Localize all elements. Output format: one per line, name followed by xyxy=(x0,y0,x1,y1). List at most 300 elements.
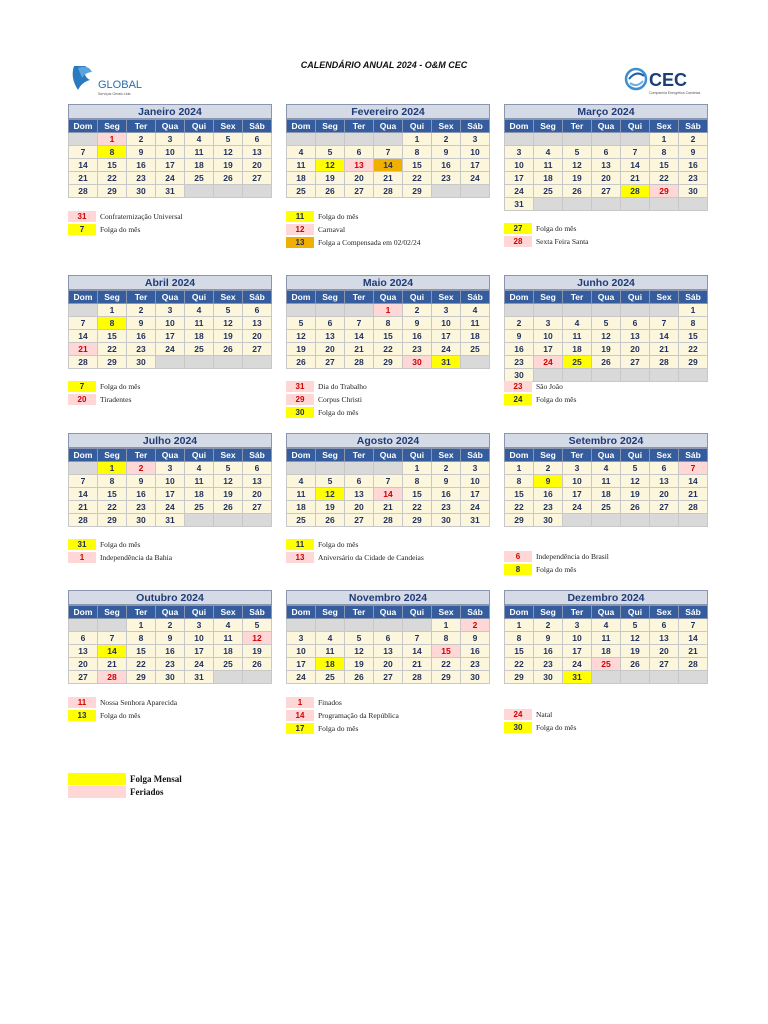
day-cell: 23 xyxy=(432,172,461,185)
legend-text: Folga do mês xyxy=(536,723,577,732)
day-cell: 14 xyxy=(98,645,127,658)
day-cell: 9 xyxy=(432,146,461,159)
day-cell: 15 xyxy=(403,488,432,501)
empty-cell xyxy=(534,304,563,317)
weekday-header: Ter xyxy=(345,606,374,619)
empty-cell xyxy=(621,304,650,317)
legend-entry xyxy=(286,236,496,249)
day-cell: 11 xyxy=(214,632,243,645)
week-row xyxy=(287,159,490,172)
week-row xyxy=(69,172,272,185)
weekday-header: Ter xyxy=(345,449,374,462)
legend-entry xyxy=(286,393,496,406)
day-cell: 11 xyxy=(316,645,345,658)
day-cell: 28 xyxy=(650,356,679,369)
empty-cell xyxy=(69,133,98,146)
week-row xyxy=(505,632,708,645)
month-title: Agosto 2024 xyxy=(286,433,490,448)
day-cell: 2 xyxy=(679,133,708,146)
day-cell: 17 xyxy=(505,172,534,185)
weekday-header: Qui xyxy=(403,291,432,304)
week-row xyxy=(69,632,272,645)
day-cell: 22 xyxy=(432,658,461,671)
weekday-header: Qua xyxy=(374,606,403,619)
week-row xyxy=(505,488,708,501)
day-cell: 20 xyxy=(345,172,374,185)
day-cell: 3 xyxy=(287,632,316,645)
month-calendar xyxy=(68,275,272,369)
empty-cell xyxy=(287,619,316,632)
weekday-header: Seg xyxy=(534,449,563,462)
day-cell: 15 xyxy=(374,330,403,343)
month-legend xyxy=(68,380,278,406)
cec-logo-tagline: Companhia Energética Candeias xyxy=(649,91,701,95)
day-cell: 7 xyxy=(679,462,708,475)
empty-cell xyxy=(214,671,243,684)
legend-text: Folga a Compensada em 02/02/24 xyxy=(318,238,421,247)
day-cell: 19 xyxy=(287,343,316,356)
day-cell: 31 xyxy=(432,356,461,369)
day-cell: 30 xyxy=(432,514,461,527)
day-cell: 15 xyxy=(98,488,127,501)
day-cell: 24 xyxy=(156,343,185,356)
day-cell: 19 xyxy=(214,330,243,343)
month-table xyxy=(504,605,708,684)
day-cell: 5 xyxy=(563,146,592,159)
empty-cell xyxy=(185,514,214,527)
month-table xyxy=(286,448,490,527)
day-cell: 22 xyxy=(679,343,708,356)
day-cell: 2 xyxy=(534,619,563,632)
weekday-header: Qua xyxy=(374,291,403,304)
legend-entry xyxy=(68,551,278,564)
day-cell: 25 xyxy=(185,172,214,185)
day-cell: 11 xyxy=(185,317,214,330)
legend-text: Folga do mês xyxy=(100,382,141,391)
day-cell: 16 xyxy=(432,159,461,172)
day-cell: 6 xyxy=(345,146,374,159)
legend-day: 31 xyxy=(68,539,96,550)
month-calendar xyxy=(286,104,490,198)
day-cell: 21 xyxy=(69,501,98,514)
day-cell: 6 xyxy=(621,317,650,330)
empty-cell xyxy=(374,619,403,632)
day-cell: 21 xyxy=(69,343,98,356)
month-title: Setembro 2024 xyxy=(504,433,708,448)
weekday-header: Ter xyxy=(127,449,156,462)
weekday-header: Qui xyxy=(621,449,650,462)
day-cell: 4 xyxy=(592,619,621,632)
week-row xyxy=(287,330,490,343)
weekday-header: Dom xyxy=(505,449,534,462)
legend-text: Sexta Feira Santa xyxy=(536,237,589,246)
weekday-header: Qui xyxy=(185,449,214,462)
day-cell: 13 xyxy=(243,475,272,488)
month-title: Março 2024 xyxy=(504,104,708,119)
day-cell: 19 xyxy=(592,343,621,356)
day-cell: 8 xyxy=(505,475,534,488)
legend-text: Natal xyxy=(536,710,553,719)
day-cell: 26 xyxy=(563,185,592,198)
day-cell: 21 xyxy=(679,488,708,501)
day-cell: 17 xyxy=(461,488,490,501)
week-row xyxy=(287,356,490,369)
weekday-header: Seg xyxy=(534,120,563,133)
legend-entry xyxy=(68,223,278,236)
legend-day: 27 xyxy=(504,223,532,234)
empty-cell xyxy=(374,133,403,146)
day-cell: 14 xyxy=(374,488,403,501)
week-row xyxy=(69,317,272,330)
day-cell: 5 xyxy=(316,146,345,159)
day-cell: 2 xyxy=(403,304,432,317)
weekday-header: Qui xyxy=(621,606,650,619)
week-row xyxy=(505,462,708,475)
day-cell: 8 xyxy=(403,146,432,159)
day-cell: 6 xyxy=(243,304,272,317)
legend-day: 24 xyxy=(504,394,532,405)
weekday-header: Sáb xyxy=(461,291,490,304)
day-cell: 20 xyxy=(69,658,98,671)
legend-day: 23 xyxy=(504,381,532,392)
day-cell: 24 xyxy=(156,172,185,185)
empty-cell xyxy=(345,462,374,475)
empty-cell xyxy=(534,198,563,211)
day-cell: 23 xyxy=(403,343,432,356)
week-row xyxy=(287,133,490,146)
legend-entry xyxy=(286,696,496,709)
day-cell: 23 xyxy=(127,172,156,185)
empty-cell xyxy=(592,133,621,146)
day-cell: 16 xyxy=(679,159,708,172)
day-cell: 28 xyxy=(621,185,650,198)
day-cell: 9 xyxy=(403,317,432,330)
day-cell: 5 xyxy=(316,475,345,488)
empty-cell xyxy=(679,198,708,211)
week-row xyxy=(505,172,708,185)
day-cell: 11 xyxy=(563,330,592,343)
day-cell: 29 xyxy=(98,356,127,369)
day-cell: 4 xyxy=(185,304,214,317)
weekday-header: Qui xyxy=(185,291,214,304)
empty-cell xyxy=(287,462,316,475)
month-title: Novembro 2024 xyxy=(286,590,490,605)
legend-day: 11 xyxy=(68,697,96,708)
week-row xyxy=(69,462,272,475)
legend-entry xyxy=(68,380,278,393)
weekday-header: Ter xyxy=(127,606,156,619)
day-cell: 30 xyxy=(679,185,708,198)
day-cell: 4 xyxy=(287,146,316,159)
day-cell: 21 xyxy=(679,645,708,658)
day-cell: 15 xyxy=(432,645,461,658)
day-cell: 6 xyxy=(345,475,374,488)
weekday-header: Seg xyxy=(98,120,127,133)
empty-cell xyxy=(403,619,432,632)
day-cell: 31 xyxy=(156,514,185,527)
weekday-header: Qua xyxy=(374,449,403,462)
legend-day: 7 xyxy=(68,224,96,235)
day-cell: 18 xyxy=(287,501,316,514)
day-cell: 11 xyxy=(461,317,490,330)
day-cell: 14 xyxy=(650,330,679,343)
week-row xyxy=(69,671,272,684)
day-cell: 31 xyxy=(563,671,592,684)
legend-day: 30 xyxy=(504,722,532,733)
day-cell: 5 xyxy=(592,317,621,330)
day-cell: 15 xyxy=(98,159,127,172)
day-cell: 9 xyxy=(156,632,185,645)
day-cell: 4 xyxy=(287,475,316,488)
weekday-header: Sáb xyxy=(679,449,708,462)
empty-cell xyxy=(563,514,592,527)
day-cell: 29 xyxy=(432,671,461,684)
legend-entry xyxy=(286,210,496,223)
day-cell: 14 xyxy=(403,645,432,658)
week-row xyxy=(69,619,272,632)
day-cell: 1 xyxy=(127,619,156,632)
day-cell: 12 xyxy=(316,159,345,172)
legend-text: Aniversário da Cidade de Candeias xyxy=(318,553,424,562)
legend-day: 17 xyxy=(286,723,314,734)
legend-entry xyxy=(68,696,278,709)
empty-cell xyxy=(98,619,127,632)
legend-day: 31 xyxy=(68,211,96,222)
month-title: Fevereiro 2024 xyxy=(286,104,490,119)
day-cell: 23 xyxy=(534,501,563,514)
day-cell: 20 xyxy=(243,488,272,501)
weekday-header: Seg xyxy=(98,291,127,304)
week-row xyxy=(287,501,490,514)
day-cell: 8 xyxy=(374,317,403,330)
day-cell: 1 xyxy=(505,462,534,475)
legend-entry xyxy=(504,393,714,406)
day-cell: 6 xyxy=(243,462,272,475)
day-cell: 18 xyxy=(287,172,316,185)
day-cell: 27 xyxy=(69,671,98,684)
day-cell: 2 xyxy=(534,462,563,475)
weekday-header: Ter xyxy=(127,291,156,304)
day-cell: 25 xyxy=(592,658,621,671)
month-table xyxy=(286,605,490,684)
weekday-header: Sex xyxy=(650,291,679,304)
day-cell: 30 xyxy=(127,514,156,527)
week-row xyxy=(505,304,708,317)
day-cell: 19 xyxy=(243,645,272,658)
month-table xyxy=(68,119,272,198)
day-cell: 15 xyxy=(98,330,127,343)
day-cell: 12 xyxy=(563,159,592,172)
global-logo-text: GLOBAL xyxy=(98,79,143,91)
day-cell: 28 xyxy=(345,356,374,369)
day-cell: 15 xyxy=(505,488,534,501)
week-row xyxy=(287,172,490,185)
day-cell: 9 xyxy=(679,146,708,159)
week-row xyxy=(69,343,272,356)
day-cell: 5 xyxy=(214,462,243,475)
day-cell: 9 xyxy=(534,632,563,645)
weekday-header: Sáb xyxy=(243,606,272,619)
day-cell: 2 xyxy=(127,304,156,317)
legend-text: Folga do mês xyxy=(318,408,359,417)
day-cell: 30 xyxy=(461,671,490,684)
day-cell: 19 xyxy=(345,658,374,671)
day-cell: 16 xyxy=(127,159,156,172)
weekday-header: Dom xyxy=(505,291,534,304)
month-legend xyxy=(286,538,496,564)
month-calendar xyxy=(286,275,490,369)
empty-cell xyxy=(287,304,316,317)
day-cell: 10 xyxy=(185,632,214,645)
day-cell: 25 xyxy=(563,356,592,369)
week-row xyxy=(69,330,272,343)
day-cell: 22 xyxy=(98,501,127,514)
month-calendar xyxy=(504,433,708,527)
folga-swatch xyxy=(68,773,126,785)
day-cell: 31 xyxy=(156,185,185,198)
weekday-header: Dom xyxy=(287,120,316,133)
weekday-header: Ter xyxy=(563,120,592,133)
day-cell: 12 xyxy=(214,475,243,488)
day-cell: 5 xyxy=(243,619,272,632)
day-cell: 31 xyxy=(505,198,534,211)
week-row xyxy=(505,343,708,356)
day-cell: 20 xyxy=(621,343,650,356)
weekday-header: Dom xyxy=(69,606,98,619)
day-cell: 29 xyxy=(127,671,156,684)
day-cell: 2 xyxy=(461,619,490,632)
empty-cell xyxy=(592,671,621,684)
weekday-header: Seg xyxy=(316,120,345,133)
weekday-header: Sex xyxy=(650,606,679,619)
month-table xyxy=(68,605,272,684)
month-table xyxy=(68,448,272,527)
day-cell: 6 xyxy=(650,462,679,475)
legend-entry xyxy=(286,380,496,393)
month-legend xyxy=(286,210,496,249)
day-cell: 12 xyxy=(621,475,650,488)
legend-text: Folga do mês xyxy=(100,711,141,720)
weekday-header: Dom xyxy=(505,120,534,133)
week-row xyxy=(505,146,708,159)
legend-entry xyxy=(286,406,496,419)
weekday-header: Dom xyxy=(69,120,98,133)
weekday-header: Qua xyxy=(156,606,185,619)
day-cell: 4 xyxy=(185,462,214,475)
day-cell: 27 xyxy=(316,356,345,369)
weekday-header: Sex xyxy=(432,291,461,304)
day-cell: 4 xyxy=(563,317,592,330)
weekday-header: Sáb xyxy=(243,291,272,304)
week-row xyxy=(287,671,490,684)
weekday-header: Sex xyxy=(650,120,679,133)
legend-entry xyxy=(68,210,278,223)
day-cell: 11 xyxy=(592,632,621,645)
weekday-header: Sex xyxy=(432,120,461,133)
empty-cell xyxy=(69,304,98,317)
day-cell: 29 xyxy=(505,671,534,684)
weekday-header: Ter xyxy=(563,291,592,304)
month-legend xyxy=(504,708,714,734)
legend-text: São João xyxy=(536,382,563,391)
week-row xyxy=(505,645,708,658)
legend-day: 8 xyxy=(504,564,532,575)
day-cell: 8 xyxy=(432,632,461,645)
empty-cell xyxy=(592,514,621,527)
day-cell: 10 xyxy=(505,159,534,172)
day-cell: 27 xyxy=(243,343,272,356)
weekday-header: Seg xyxy=(98,449,127,462)
legend-entry xyxy=(286,551,496,564)
month-table xyxy=(286,290,490,369)
legend-day: 6 xyxy=(504,551,532,562)
month-calendar xyxy=(504,590,708,684)
day-cell: 20 xyxy=(592,172,621,185)
day-cell: 9 xyxy=(461,632,490,645)
day-cell: 12 xyxy=(214,146,243,159)
weekday-header: Qua xyxy=(156,120,185,133)
weekday-header: Sex xyxy=(214,606,243,619)
weekday-header: Sáb xyxy=(679,606,708,619)
day-cell: 13 xyxy=(650,475,679,488)
week-row xyxy=(505,133,708,146)
day-cell: 14 xyxy=(374,159,403,172)
day-cell: 2 xyxy=(432,462,461,475)
empty-cell xyxy=(185,356,214,369)
day-cell: 2 xyxy=(432,133,461,146)
day-cell: 17 xyxy=(461,159,490,172)
day-cell: 28 xyxy=(679,658,708,671)
legend-day: 1 xyxy=(286,697,314,708)
day-cell: 29 xyxy=(98,185,127,198)
day-cell: 21 xyxy=(345,343,374,356)
day-cell: 7 xyxy=(650,317,679,330)
empty-cell xyxy=(69,462,98,475)
weekday-header: Qui xyxy=(185,606,214,619)
day-cell: 8 xyxy=(98,317,127,330)
day-cell: 12 xyxy=(287,330,316,343)
day-cell: 12 xyxy=(592,330,621,343)
key-feriado xyxy=(68,785,182,798)
day-cell: 14 xyxy=(679,632,708,645)
week-row xyxy=(69,645,272,658)
day-cell: 3 xyxy=(505,146,534,159)
day-cell: 8 xyxy=(650,146,679,159)
day-cell: 19 xyxy=(214,159,243,172)
week-row xyxy=(287,619,490,632)
weekday-header: Qui xyxy=(185,120,214,133)
day-cell: 12 xyxy=(621,632,650,645)
day-cell: 17 xyxy=(563,488,592,501)
month-table xyxy=(504,290,708,382)
empty-cell xyxy=(243,514,272,527)
day-cell: 28 xyxy=(69,356,98,369)
month-legend xyxy=(504,380,714,406)
page-title: CALENDÁRIO ANUAL 2024 - O&M CEC xyxy=(300,60,468,70)
legend-day: 28 xyxy=(504,236,532,247)
day-cell: 11 xyxy=(185,146,214,159)
day-cell: 16 xyxy=(432,488,461,501)
day-cell: 4 xyxy=(214,619,243,632)
weekday-header: Qua xyxy=(374,120,403,133)
legend-day: 24 xyxy=(504,709,532,720)
week-row xyxy=(505,159,708,172)
empty-cell xyxy=(214,514,243,527)
day-cell: 27 xyxy=(592,185,621,198)
day-cell: 28 xyxy=(374,185,403,198)
weekday-header: Qua xyxy=(592,449,621,462)
day-cell: 16 xyxy=(534,645,563,658)
